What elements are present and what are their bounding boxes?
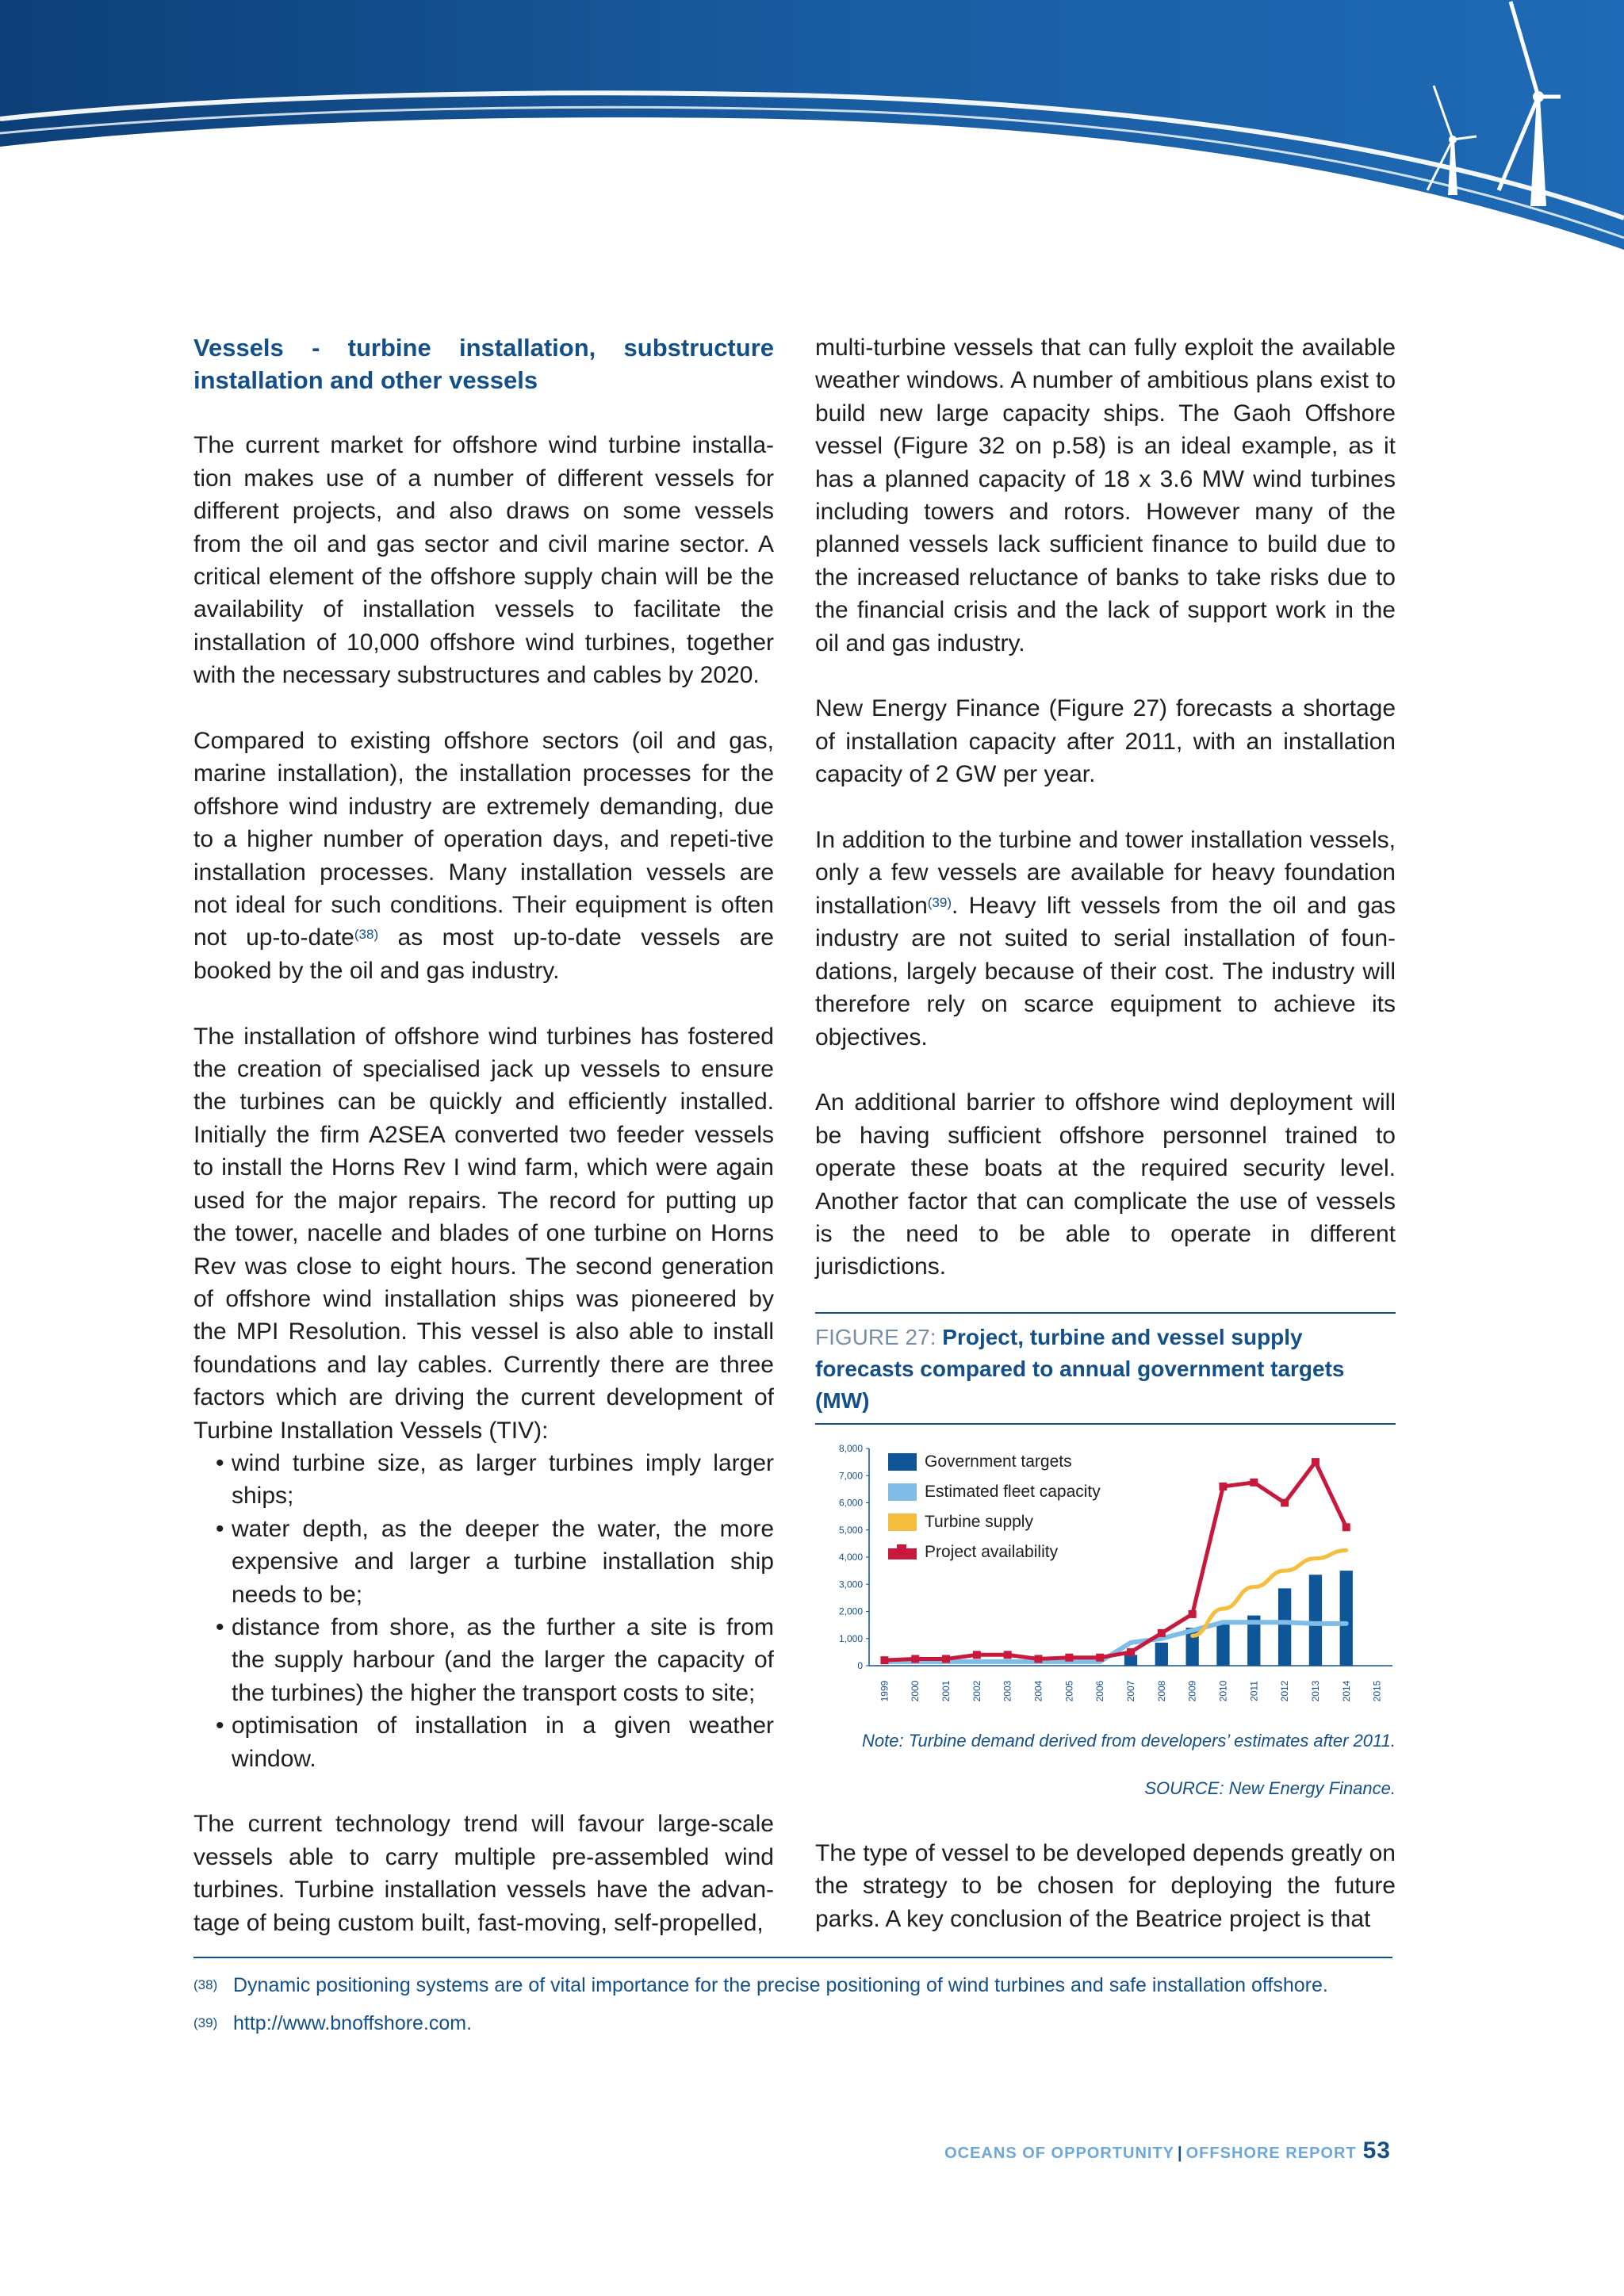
government-target-bar — [1155, 1643, 1168, 1666]
legend-estimated-fleet-capacity-swatch — [888, 1483, 917, 1501]
paragraph — [193, 725, 774, 987]
legend-project-availability-marker — [897, 1544, 906, 1552]
project-availability-line-marker — [1312, 1458, 1320, 1466]
y-tick-label: 5,000 — [838, 1524, 863, 1536]
list-item: • water depth, as the deeper the water, the more expensive and larger a turbine installation ship needs to be; — [193, 1513, 774, 1611]
paragraph — [815, 824, 1396, 1054]
legend-estimated-fleet-capacity-label: Estimated fleet capacity — [925, 1482, 1101, 1501]
page-number: 53 — [1362, 2137, 1391, 2164]
paragraph: The type of vessel to be developed depends greatly on the strategy to be chosen for deploying the future parks. A key conclusion of the Beatrice project is that — [815, 1839, 1396, 1932]
y-tick-label: 3,000 — [838, 1578, 863, 1590]
project-availability-line-marker — [911, 1655, 919, 1663]
text-span: In addition to the turbine and tower installation vessels, only a few vessels are available for heavy foundation installation — [815, 827, 1396, 919]
footer-report-type: OFFSHORE REPORT — [1185, 2145, 1357, 2162]
list-item: • distance from shore, as the further a site is from the supply harbour (and the larger the capacity of the turbines) the higher the transport costs to site; — [193, 1611, 774, 1709]
footnote — [193, 2009, 1392, 2038]
government-target-bar — [1124, 1655, 1137, 1666]
section-heading: Vessels - turbine installation, substructure installation and other vessels — [193, 334, 774, 394]
text-span: as most up-to-date vessels are booked by the oil and gas industry. — [193, 924, 774, 984]
text-span: Compared to existing offshore sectors (oil and gas, marine installation), the installation processes for the offshore wind industry are extremely demanding, due to a higher number of operation days, and repeti-tive installation processes. Many installation vessels are not ideal for such conditions. Their equipment is often not up-to-date — [193, 728, 774, 951]
project-availability-line-marker — [942, 1655, 950, 1663]
y-tick-label: 6,000 — [838, 1497, 863, 1509]
x-tick-label: 1999 — [879, 1680, 891, 1702]
page-header-banner — [0, 0, 1624, 262]
figure-note: Note: Turbine demand derived from developers’ estimates after 2011. — [862, 1730, 1396, 1751]
project-availability-line-marker — [1004, 1651, 1012, 1659]
list-item: • wind turbine size, as larger turbines imply larger ships; — [193, 1447, 774, 1513]
project-availability-line-marker — [1065, 1653, 1073, 1661]
x-tick-label: 2003 — [1002, 1680, 1013, 1702]
legend-project-availability-label: Project availability — [925, 1542, 1059, 1561]
project-availability-line-marker — [1127, 1648, 1135, 1656]
factor-list — [193, 1447, 774, 1775]
x-tick-label: 2013 — [1309, 1680, 1321, 1702]
government-target-bar — [1340, 1571, 1353, 1666]
project-availability-line-marker — [1342, 1523, 1350, 1531]
project-availability-line-marker — [1158, 1629, 1166, 1637]
footnote — [193, 1971, 1392, 1999]
government-target-bar — [1216, 1622, 1229, 1666]
text-span: . Heavy lift vessels from the oil and gas industry are not suited to serial installation of foun-dations, largely because of their cost. The industry will therefore rely on scarce equipment to achieve its objectives. — [815, 892, 1396, 1050]
x-tick-label: 2000 — [910, 1680, 921, 1702]
project-availability-line-marker — [1096, 1653, 1104, 1661]
x-tick-label: 2001 — [940, 1680, 952, 1702]
footnote-ref[interactable]: (39) — [927, 894, 952, 910]
footnote-number: (38) — [193, 1977, 218, 1992]
y-tick-label: 8,000 — [838, 1442, 863, 1454]
government-target-bar — [1278, 1588, 1291, 1666]
right-column — [815, 331, 1396, 1968]
paragraph: The current technology trend will favour large-scale vessels able to carry multiple pre-assembled wind turbines. Turbine installation vessels have the advan-tage of being custom built, fast-moving, self-propelled, — [193, 1811, 774, 1936]
page-footer — [944, 2137, 1391, 2164]
x-tick-label: 2008 — [1155, 1680, 1167, 1702]
x-tick-label: 2007 — [1125, 1680, 1136, 1702]
project-availability-line-marker — [1035, 1655, 1043, 1663]
project-availability-line-marker — [1250, 1479, 1258, 1487]
figure-27-header — [815, 1312, 1396, 1425]
y-tick-label: 0 — [857, 1659, 863, 1671]
paragraph: New Energy Finance (Figure 27) forecasts a shortage of installation capacity after 2011, with an installation capacity of 2 GW per year. — [815, 695, 1396, 788]
project-availability-line-marker — [1189, 1610, 1197, 1618]
x-tick-label: 2015 — [1371, 1680, 1383, 1702]
footnote-text: Dynamic positioning systems are of vital importance for the precise positioning of wind turbines and safe installation offshore. — [233, 1974, 1328, 1996]
y-tick-label: 7,000 — [838, 1469, 863, 1481]
x-tick-label: 2011 — [1248, 1680, 1260, 1701]
legend-turbine-supply-swatch — [888, 1513, 917, 1531]
footnote-number: (39) — [193, 2015, 218, 2030]
left-column — [193, 331, 774, 1972]
project-availability-line-marker — [880, 1656, 888, 1664]
legend-government-targets-label: Government targets — [925, 1452, 1072, 1471]
footer-report-name: OCEANS OF OPPORTUNITY — [944, 2145, 1174, 2162]
x-tick-label: 2014 — [1340, 1680, 1352, 1702]
footnotes — [193, 1957, 1392, 2047]
legend-turbine-supply-label: Turbine supply — [925, 1512, 1033, 1531]
x-tick-label: 2006 — [1094, 1680, 1106, 1702]
project-availability-line-marker — [1219, 1483, 1227, 1490]
project-availability-line-marker — [1281, 1498, 1289, 1506]
x-tick-label: 2010 — [1217, 1680, 1229, 1702]
footer-separator: | — [1178, 2145, 1183, 2162]
x-tick-label: 2004 — [1032, 1680, 1044, 1702]
paragraph: An additional barrier to offshore wind deployment will be having sufficient offshore personnel trained to operate these boats at the required security level. Another factor that can complicate the use of vessels is the need to be able to operate in different jurisdictions. — [815, 1089, 1396, 1280]
y-tick-label: 4,000 — [838, 1551, 863, 1563]
supply-forecast-chart — [815, 1439, 1396, 1724]
figure-title-text: Project, turbine and vessel supply forecasts compared to annual government targets (MW) — [815, 1324, 1345, 1413]
project-availability-line-marker — [973, 1651, 981, 1659]
footnote-link[interactable]: http://www.bnoffshore.com. — [233, 2012, 473, 2034]
figure-source: SOURCE: New Energy Finance. — [1144, 1777, 1396, 1798]
x-tick-label: 2009 — [1186, 1680, 1198, 1702]
figure-title — [815, 1322, 1396, 1417]
y-tick-label: 2,000 — [838, 1605, 863, 1617]
x-tick-label: 2005 — [1063, 1680, 1075, 1702]
legend-government-targets-swatch — [888, 1453, 917, 1471]
paragraph: The installation of offshore wind turbines has fostered the creation of specialised jack up vessels to ensure the turbines can be quickly and efficiently installed. Initially the firm A2SEA converted two feeder vessels to install the Horns Rev I wind farm, which were again used for the major repairs. The record for putting up the tower, nacelle and blades of one turbine on Horns Rev was close to eight hours. The second generation of offshore wind installation ships was pioneered by the MPI Resolution. This vessel is also able to install foundations and lay cables. Currently there are three factors which are driving the current development of Turbine Installation Vessels (TIV): — [193, 1023, 774, 1444]
government-target-bar — [1309, 1575, 1322, 1666]
x-tick-label: 2012 — [1279, 1680, 1291, 1702]
y-tick-label: 1,000 — [838, 1632, 863, 1644]
list-item: • optimisation of installation in a given weather window. — [193, 1709, 774, 1775]
figure-label: FIGURE 27: — [815, 1324, 936, 1349]
footnote-ref[interactable]: (38) — [354, 927, 379, 943]
x-tick-label: 2002 — [971, 1680, 982, 1702]
paragraph: multi-turbine vessels that can fully exploit the available weather windows. A number of ambitious plans exist to build new large capacity ships. The Gaoh Offshore vessel (Figure 32 on p.58) is an ideal example, as it has a planned capacity of 18 x 3.6 MW wind turbines including towers and rotors. However many of the planned vessels lack sufficient finance to build due to the increased reluctance of banks to take risks due to the financial crisis and the lack of support work in the oil and gas industry. — [815, 335, 1396, 656]
paragraph: The current market for offshore wind turbine installa-tion makes use of a number of different vessels for different projects, and also draws on some vessels from the oil and gas sector and civil marine sector. A critical element of the offshore supply chain will be the availability of installation vessels to facilitate the installation of 10,000 offshore wind turbines, together with the necessary substructures and cables by 2020. — [193, 432, 774, 689]
